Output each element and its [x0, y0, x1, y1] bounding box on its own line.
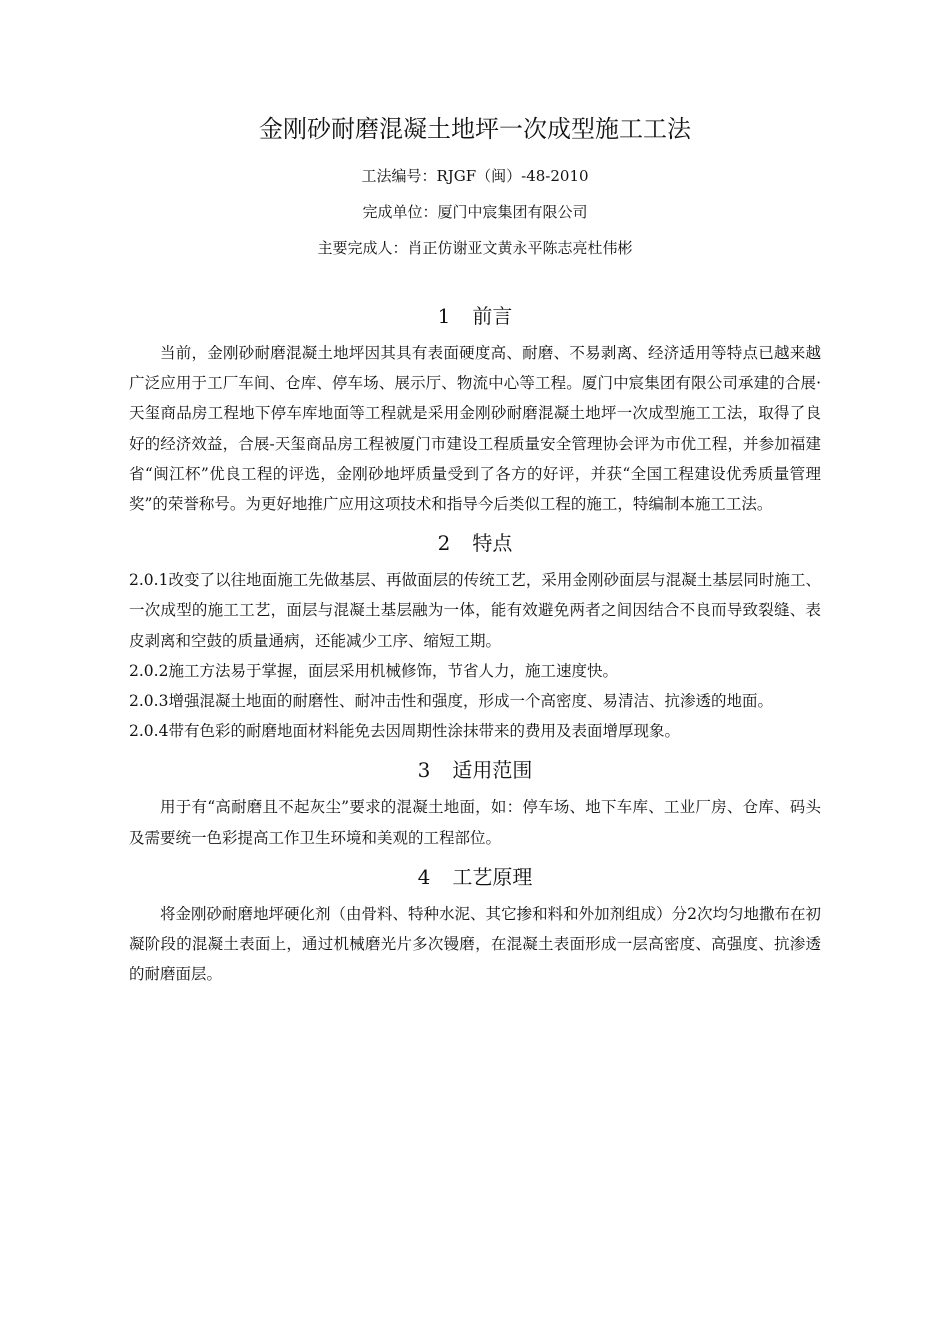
- section-number: 3: [417, 758, 431, 783]
- section-principle: [129, 863, 821, 990]
- section-heading: [129, 529, 821, 557]
- method-code: 工法编号：RJGF（闽）-48-2010: [361, 167, 589, 185]
- section-preface: [129, 302, 821, 519]
- completing-unit: 完成单位：厦门中宸集团有限公司: [362, 203, 588, 221]
- document-title: 金刚砂耐磨混凝土地坪一次成型施工工法: [259, 115, 691, 143]
- section-heading: [129, 302, 821, 330]
- paragraph: 2.0.4带有色彩的耐磨地面材料能免去因周期性涂抹带来的费用及表面增厚现象。: [129, 722, 680, 741]
- section-number: 4: [417, 864, 431, 889]
- paragraph: 当前，金刚砂耐磨混凝土地坪因其具有表面硬度高、耐磨、不易剥离、经济适用等特点已越来越广泛应用于工厂车间、仓库、停车场、展示厅、物流中心等工程。厦门中宸集团有限公司承建的合展·天玺商品房工程地下停车库地面等工程就是采用金刚砂耐磨混凝土地坪一次成型施工工法，取得了良好的经济效益，合展-天玺商品房工程被厦门市建设工程质量安全管理协会评为市优工程，并参加福建省“闽江杯”优良工程的评选，金刚砂地坪质量受到了各方的好评，并获“全国工程建设优秀质量管理奖”的荣誉称号。为更好地推广应用这项技术和指导今后类似工程的施工，特编制本施工工法。: [129, 344, 821, 514]
- section-title: 工艺原理: [452, 864, 533, 889]
- paragraph: 2.0.3增强混凝土地面的耐磨性、耐冲击性和强度，形成一个高密度、易清洁、抗渗透的地面。: [129, 692, 773, 711]
- section-number: 2: [437, 531, 451, 556]
- paragraph: 2.0.1改变了以往地面施工先做基层、再做面层的传统工艺，采用金刚砂面层与混凝土基层同时施工、一次成型的施工工艺，面层与混凝土基层融为一体，能有效避免两者之间因结合不良而导致裂缝、表皮剥离和空鼓的质量通病，还能减少工序、缩短工期。: [129, 571, 821, 650]
- section-features: [129, 529, 821, 746]
- document-meta: [129, 166, 821, 258]
- section-title: 前言: [472, 304, 513, 328]
- section-heading: [129, 756, 821, 784]
- paragraph: 将金刚砂耐磨地坪硬化剂（由骨料、特种水泥、其它掺和料和外加剂组成）分2次均匀地撒布在初凝阶段的混凝土表面上，通过机械磨光片多次镘磨，在混凝土表面形成一层高密度、高强度、抗渗透的耐磨面层。: [129, 904, 821, 984]
- main-authors: 主要完成人：肖正仿谢亚文黄永平陈志亮杜伟彬: [317, 239, 633, 257]
- section-scope: [129, 756, 821, 852]
- section-title: 适用范围: [452, 758, 533, 783]
- section-number: 1: [437, 304, 451, 328]
- paragraph: 用于有“高耐磨且不起灰尘”要求的混凝土地面，如：停车场、地下车库、工业厂房、仓库、码头及需要统一色彩提高工作卫生环境和美观的工程部位。: [129, 798, 821, 847]
- section-heading: [129, 863, 821, 891]
- paragraph: 2.0.2施工方法易于掌握，面层采用机械修饰，节省人力，施工速度快。: [129, 661, 618, 680]
- section-title: 特点: [472, 531, 513, 556]
